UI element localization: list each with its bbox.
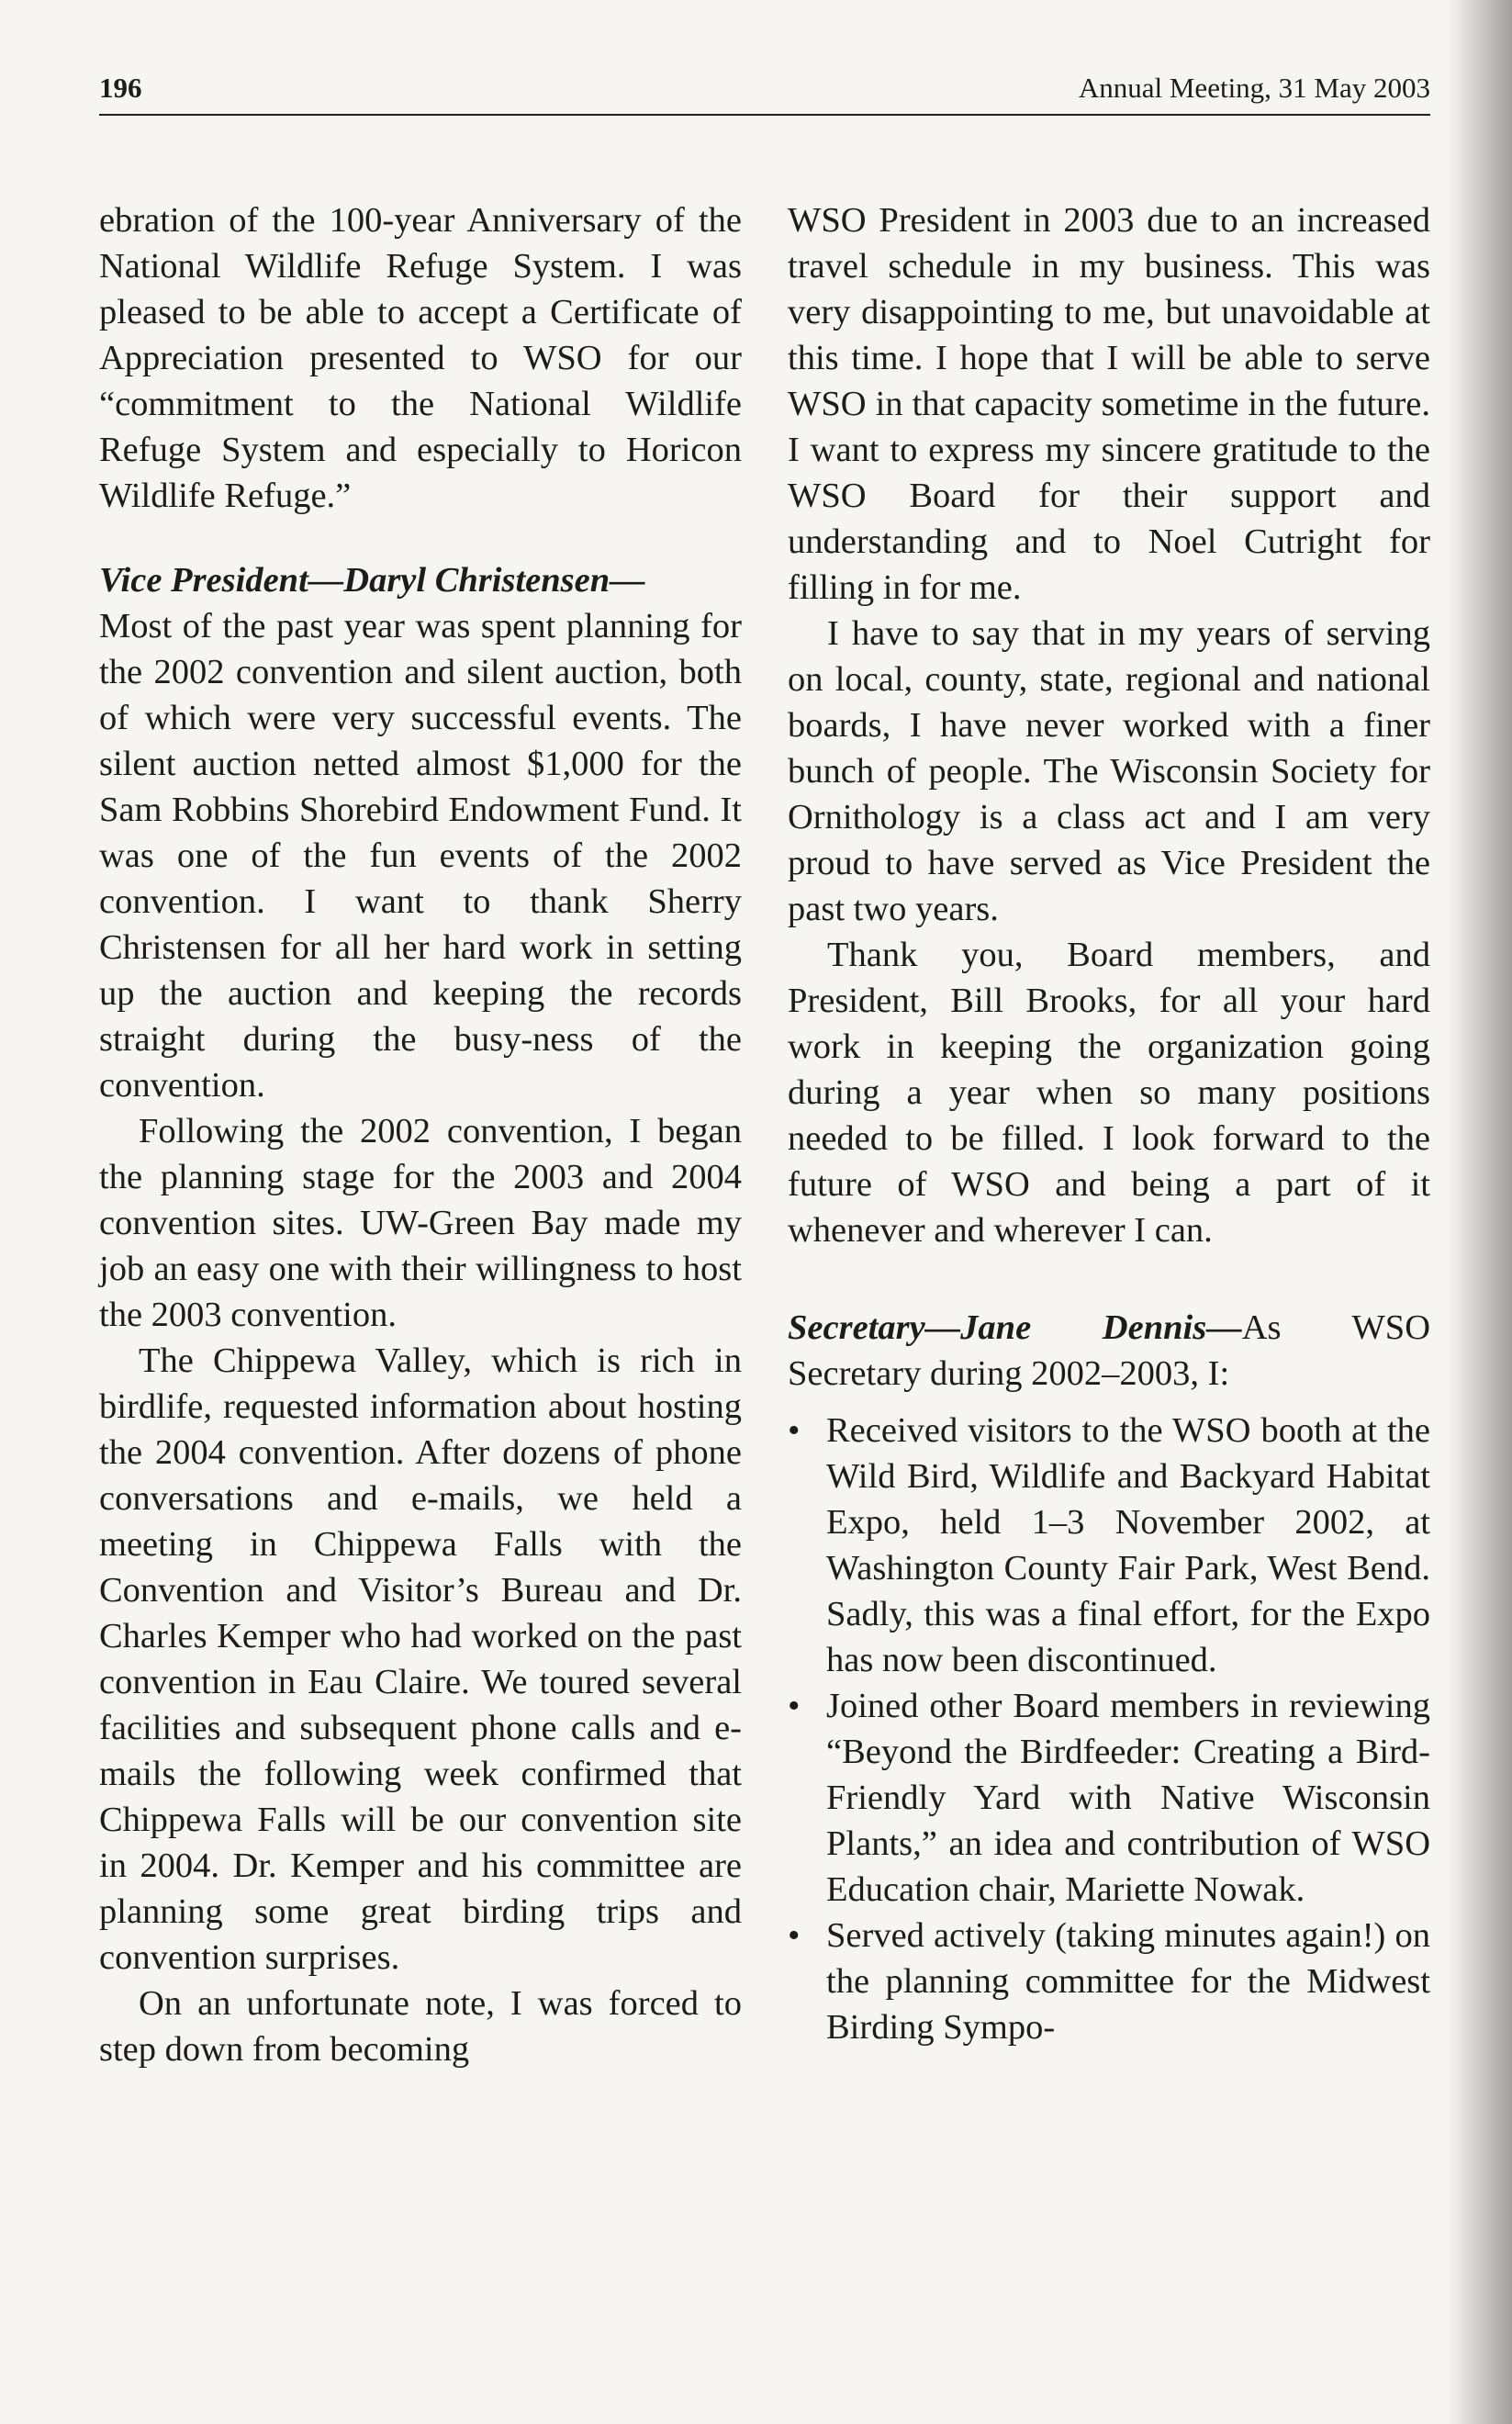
left-column	[99, 197, 742, 2072]
page-header	[99, 66, 1430, 116]
list-item-text: Received visitors to the WSO booth at the Wild Bird, Wildlife and Backyard Habitat Expo, held 1–3 November 2002, at Washington County Fair Park, West Bend. Sadly, this was a final effort, for the Expo has now been discontinued.	[826, 1411, 1430, 1679]
running-head: Annual Meeting, 31 May 2003	[1078, 72, 1430, 104]
right-column	[788, 197, 1430, 2050]
page-number: 196	[99, 72, 142, 104]
paragraph: The Chippewa Valley, which is rich in birdlife, requested information about hosting the 2004 convention. After dozens of phone conversations and e-mails, we held a meeting in Chippewa Falls with the Convention and Visitor’s Bureau and Dr. Charles Kemper who had worked on the past convention in Eau Claire. We toured several facilities and subsequent phone calls and e-mails the following week confirmed that Chippewa Falls will be our convention site in 2004. Dr. Kemper and his committee are planning some great birding trips and convention surprises.	[99, 1341, 742, 1977]
paragraph: Thank you, Board members, and President, Bill Brooks, for all your hard work in keeping the organization going during a year when so many positions needed to be filled. I look forward to the future of WSO and being a part of it whenever and wherever I can.	[788, 936, 1430, 1250]
section-heading-vice-president: Vice President—Daryl Christensen—	[99, 561, 645, 600]
paragraph: Following the 2002 convention, I began the planning stage for the 2003 and 2004 convention sites. UW-Green Bay made my job an easy one with their willingness to host the 2003 convention.	[99, 1112, 742, 1334]
paragraph: WSO President in 2003 due to an increased travel schedule in my business. This was very disappointing to me, but unavoidable at this time. I hope that I will be able to serve WSO in that capacity sometime in the future. I want to express my sincere gratitude to the WSO Board for their support and understanding and to Noel Cutright for filling in for me.	[788, 201, 1430, 607]
list-item	[788, 1913, 1430, 2050]
bullet-icon: •	[788, 1687, 801, 1725]
section-heading-secretary: Secretary—Jane Dennis—	[788, 1308, 1242, 1347]
paragraph: On an unfortunate note, I was forced to step down from becoming	[99, 1984, 742, 2069]
paragraph: ebration of the 100-year Anniversary of the National Wildlife Refuge System. I was pleased to be able to accept a Certificate of Appreciation presented to WSO for our “commitment to the National Wildlife Refuge System and especially to Horicon Wildlife Refuge.”	[99, 201, 742, 515]
list-item	[788, 1683, 1430, 1913]
vice-president-section	[99, 557, 742, 1108]
secretary-section	[788, 1305, 1430, 1397]
binding-shadow	[1448, 0, 1512, 2424]
bullet-icon: •	[788, 1916, 801, 1955]
list-item-text: Joined other Board members in reviewing “Beyond the Birdfeeder: Creating a Bird-Friendly Yard with Native Wisconsin Plants,” an idea and contribution of WSO Education chair, Mariette Nowak.	[826, 1687, 1430, 1909]
paragraph: I have to say that in my years of serving on local, county, state, regional and national boards, I have never worked with a finer bunch of people. The Wisconsin Society for Ornithology is a class act and I am very proud to have served as Vice President the past two years.	[788, 614, 1430, 928]
paragraph: Most of the past year was spent planning for the 2002 convention and silent auction, both of which were very successful events. The silent auction netted almost $1,000 for the Sam Robbins Shorebird Endowment Fund. It was one of the fun events of the 2002 convention. I want to thank Sherry Christensen for all her hard work in setting up the auction and keeping the records straight during the busy-ness of the convention.	[99, 607, 742, 1105]
secretary-intro: As WSO Secretary during 2002–2003, I:	[788, 1308, 1430, 1393]
list-item-text: Served actively (taking minutes again!) on the planning committee for the Midwest Birding Sympo-	[826, 1916, 1430, 2047]
bullet-icon: •	[788, 1411, 801, 1450]
list-item	[788, 1408, 1430, 1683]
secretary-bullet-list	[788, 1408, 1430, 2050]
